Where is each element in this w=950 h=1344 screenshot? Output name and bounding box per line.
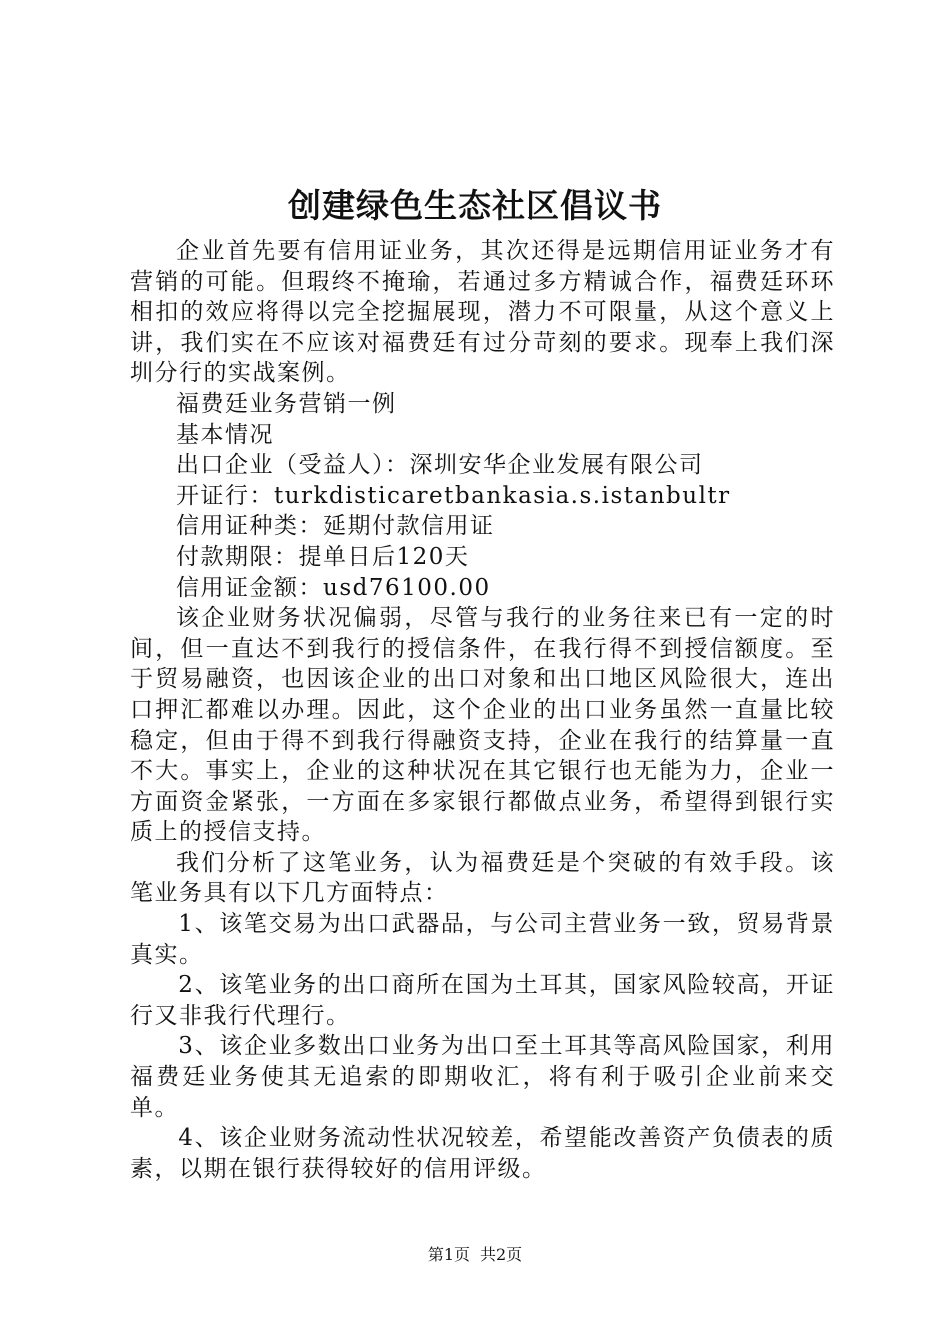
paragraph-payment-term: 付款期限：提单日后120天 [176, 543, 470, 570]
list-item: 4、该企业财务流动性状况较差，希望能改善资产负债表的质素，以期在银行获得较好的信用评级。 [130, 1125, 835, 1182]
paragraph-issuing-bank: 开证行：turkdisticaretbankasia.s.istanbultr [176, 482, 731, 509]
paragraph-case-heading: 福费廷业务营销一例 [176, 390, 397, 417]
document-title: 创建绿色生态社区倡议书 [288, 186, 662, 225]
list-item: 1、该笔交易为出口武器品，与公司主营业务一致，贸易背景真实。 [130, 911, 835, 968]
paragraph-analysis: 我们分析了这笔业务，认为福费廷是个突破的有效手段。该笔业务具有以下几方面特点： [130, 849, 835, 907]
document-body [130, 236, 835, 1184]
paragraph-intro: 企业首先要有信用证业务，其次还得是远期信用证业务才有营销的可能。但瑕终不掩瑜，若通过多方精诚合作，福费廷环环相扣的效应将得以完全挖掘展现，潜力不可限量，从这个意义上讲，我们实在不应该对福费廷有过分苛刻的要求。现奉上我们深圳分行的实战案例。 [130, 238, 835, 387]
paragraph-exporter: 出口企业（受益人）：深圳安华企业发展有限公司 [176, 452, 704, 479]
page-footer [0, 1243, 950, 1267]
paragraph-lc-type: 信用证种类：延期付款信用证 [176, 513, 495, 540]
list-item: 2、该笔业务的出口商所在国为土耳其，国家风险较高，开证行又非我行代理行。 [130, 972, 835, 1029]
paragraph-basic-info-heading: 基本情况 [176, 421, 274, 448]
page-total: 共2页 [480, 1245, 523, 1264]
paragraph-lc-amount: 信用证金额：usd76100.00 [176, 574, 491, 601]
paragraph-company-status: 该企业财务状况偏弱，尽管与我行的业务往来已有一定的时间，但一直达不到我行的授信条件，在我行得不到授信额度。至于贸易融资，也因该企业的出口对象和出口地区风险很大，连出口押汇都难以办理。因此，这个企业的出口业务虽然一直量比较稳定，但由于得不到我行得融资支持，企业在我行的结算量一直不大。事实上，企业的这种状况在其它银行也无能为力，企业一方面资金紧张，一方面在多家银行都做点业务，希望得到银行实质上的授信支持。 [130, 605, 835, 846]
page-number: 第1页 [427, 1245, 470, 1264]
list-item: 3、该企业多数出口业务为出口至土耳其等高风险国家，利用福费廷业务使其无追索的即期收汇，将有利于吸引企业前来交单。 [130, 1033, 835, 1121]
